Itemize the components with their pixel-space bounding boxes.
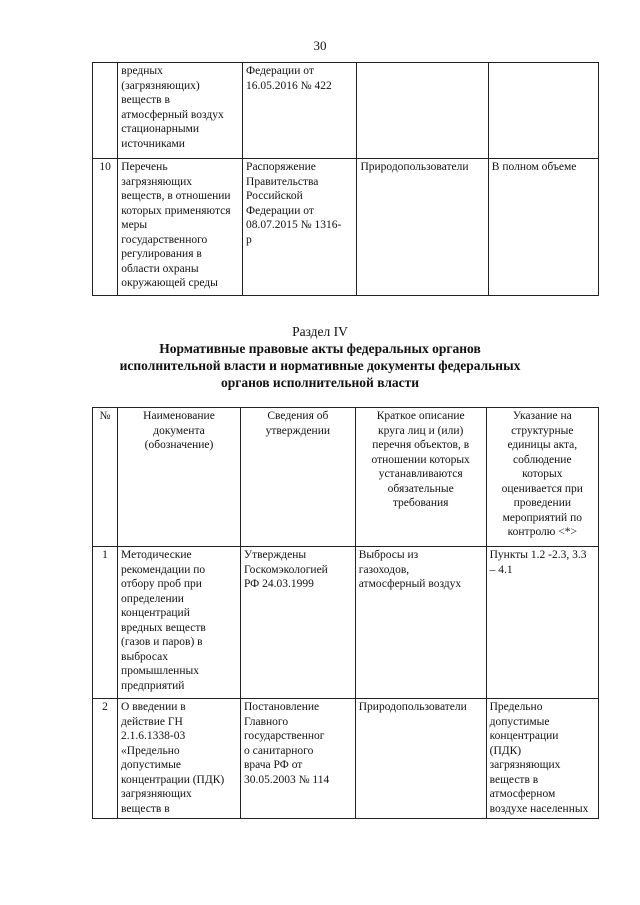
scope-cell: В полном объеме <box>488 159 598 296</box>
section-heading <box>0 323 640 391</box>
document-name-cell: вредных (загрязняющих) веществ в атмосферный воздух стационарными источниками <box>118 63 243 159</box>
approval-cell: Федерации от 16.05.2016 № 422 <box>243 63 357 159</box>
section-label: Раздел IV <box>292 324 348 339</box>
document-name-cell: Методические рекомендации по отбору проб при определении концентраций вредных веществ (газов и паров) в выбросах промышленных предприятий <box>118 547 241 699</box>
table-row <box>93 159 599 296</box>
persons-cell: Природопользователи <box>357 159 488 296</box>
table-row <box>93 63 599 159</box>
document-name-cell: О введении в действие ГН 2.1.6.1338-03 «Предельно допустимые концентрации (ПДК) загрязняющих веществ в <box>118 699 241 819</box>
scope-cell: Пункты 1.2 -2.3, 3.3 – 4.1 <box>486 547 598 699</box>
approval-cell: Постановление Главного государственног о санитарного врача РФ от 30.05.2003 № 114 <box>240 699 355 819</box>
row-number <box>93 63 118 159</box>
continued-table <box>92 62 599 296</box>
header-name: Наименование документа (обозначение) <box>118 408 241 547</box>
requirements-table <box>92 407 599 819</box>
page-number: 30 <box>313 38 327 53</box>
table-row <box>93 547 599 699</box>
row-number: 1 <box>93 547 118 699</box>
header-scope: Указание на структурные единицы акта, соблюдение которых оценивается при проведении мероприятий по контролю <*> <box>486 408 598 547</box>
document-name-cell: Перечень загрязняющих веществ, в отношении которых применяются меры государственного регулирования в области охраны окружающей среды <box>118 159 243 296</box>
header-num: № <box>93 408 118 547</box>
header-persons: Краткое описание круга лиц и (или) перечня объектов, в отношении которых устанавливаются обязательные требования <box>355 408 486 547</box>
header-approval: Сведения об утверждении <box>240 408 355 547</box>
approval-cell: Распоряжение Правительства Российской Федерации от 08.07.2015 № 1316- р <box>243 159 357 296</box>
scope-cell <box>488 63 598 159</box>
table-row <box>93 699 599 819</box>
approval-cell: Утверждены Госкомэкологией РФ 24.03.1999 <box>240 547 355 699</box>
persons-cell: Выбросы из газоходов, атмосферный воздух <box>355 547 486 699</box>
scope-cell: Предельно допустимые концентрации (ПДК) загрязняющих веществ в атмосферном воздухе населенных <box>486 699 598 819</box>
row-number: 10 <box>93 159 118 296</box>
section-title: Нормативные правовые акты федеральных органов исполнительной власти и нормативные документы федеральных органов исполнительной власти <box>119 341 521 390</box>
persons-cell <box>357 63 488 159</box>
persons-cell: Природопользователи <box>355 699 486 819</box>
row-number: 2 <box>93 699 118 819</box>
table-header-row <box>93 408 599 547</box>
